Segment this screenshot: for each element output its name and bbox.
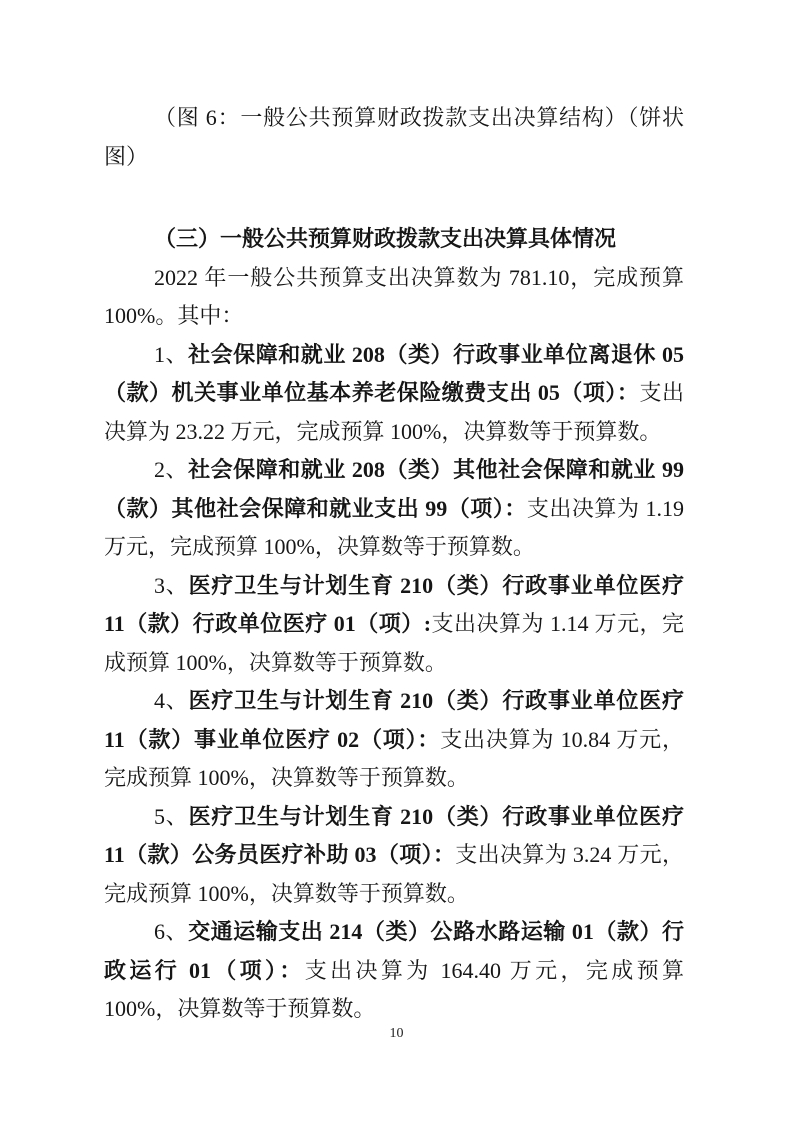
item-category: 社会保障和就业 208（类）行政事业单位离退休 05（款）机关事业单位基本养老保险缴费支出 05（项）： <box>104 341 684 405</box>
document-body <box>104 99 684 1029</box>
budget-item-2 <box>104 451 684 567</box>
item-category: 交通运输支出 214（类）公路水路运输 01（款）行政运行 01（项）： <box>104 919 684 983</box>
item-detail: 支出决算为 10.84 万元，完成预算 100%，决算数等于预算数。 <box>104 726 684 790</box>
item-number: 2、 <box>154 457 189 482</box>
item-detail: 支出决算为 1.19 万元，完成预算 100%，决算数等于预算数。 <box>104 495 684 559</box>
budget-item-3 <box>104 567 684 683</box>
item-category: 社会保障和就业 208（类）其他社会保障和就业 99（款）其他社会保障和就业支出 99（项）： <box>104 457 684 521</box>
item-detail: 支出决算为 1.14 万元，完成预算 100%，决算数等于预算数。 <box>104 611 684 675</box>
section-heading: （三）一般公共预算财政拨款支出决算具体情况 <box>154 226 617 251</box>
item-number: 5、 <box>154 803 189 829</box>
item-number: 6、 <box>154 919 189 944</box>
intro-paragraph: 2022 年一般公共预算支出决算数为 781.10，完成预算 100%。其中： <box>104 264 684 328</box>
item-number: 4、 <box>154 688 189 713</box>
item-detail: 支出决算为 164.40 万元，完成预算 100%，决算数等于预算数。 <box>104 957 684 1021</box>
item-category: 医疗卫生与计划生育 210（类）行政事业单位医疗 11（款）公务员医疗补助 03（项）： <box>104 803 684 867</box>
item-category: 医疗卫生与计划生育 210（类）行政事业单位医疗 11（款）事业单位医疗 02（项）： <box>104 688 684 752</box>
item-detail: 支出决算为 3.24 万元，完成预算 100%，决算数等于预算数。 <box>104 842 684 906</box>
budget-item-5 <box>104 798 684 914</box>
budget-item-1 <box>104 336 684 452</box>
budget-item-4 <box>104 682 684 798</box>
figure-caption: （图 6：一般公共预算财政拨款支出决算结构）（饼状图） <box>104 105 684 169</box>
page-number: 10 <box>389 1026 404 1041</box>
item-number: 3、 <box>154 572 189 598</box>
item-detail: 支出决算为 23.22 万元，完成预算 100%，决算数等于预算数。 <box>104 380 684 444</box>
budget-item-6 <box>104 913 684 1029</box>
item-category: 医疗卫生与计划生育 210（类）行政事业单位医疗 11（款）行政单位医疗 01（项）: <box>104 572 684 636</box>
item-number: 1、 <box>154 341 189 367</box>
